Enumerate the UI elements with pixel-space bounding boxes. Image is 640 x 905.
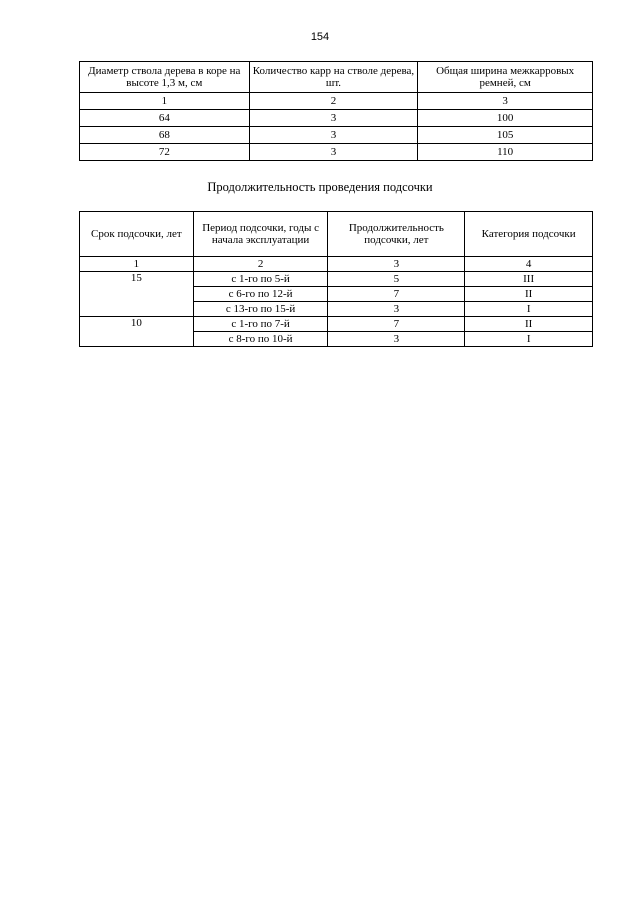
table-row: [80, 127, 593, 144]
header-cell: Диаметр ствола дерева в коре на высоте 1,3 м, см: [80, 62, 250, 93]
table-cell: с 13-го по 15-й: [193, 302, 328, 317]
header-cell: Продолжительность подсочки, лет: [328, 212, 465, 257]
header-cell: Количество карр на стволе дерева, шт.: [249, 62, 418, 93]
table-cell: 4: [465, 257, 593, 272]
table-cell: 3: [328, 302, 465, 317]
header-cell: Период подсочки, годы с начала эксплуатации: [193, 212, 328, 257]
section-heading: Продолжительность проведения подсочки: [207, 180, 433, 194]
header-cell: Общая ширина межкарровых ремней, см: [418, 62, 593, 93]
header-cell: Срок подсочки, лет: [80, 212, 194, 257]
table-cell: 1: [80, 257, 194, 272]
tapping-duration-table: [79, 211, 593, 347]
term-cell: 15: [80, 272, 194, 317]
table-cell: 110: [418, 144, 593, 161]
table-row: [80, 144, 593, 161]
header-cell: Категория подсочки: [465, 212, 593, 257]
term-cell: 10: [80, 317, 194, 347]
page-number: 154: [310, 31, 330, 43]
table-cell: с 1-го по 7-й: [193, 317, 328, 332]
table-cell: 105: [418, 127, 593, 144]
table-cell: 2: [249, 93, 418, 110]
table-cell: 68: [80, 127, 250, 144]
table-row: [80, 93, 593, 110]
table-cell: II: [465, 317, 593, 332]
table-header-row: [80, 212, 593, 257]
table-cell: 3: [418, 93, 593, 110]
table-cell: 100: [418, 110, 593, 127]
table-cell: 2: [193, 257, 328, 272]
table-row: [80, 272, 593, 287]
tapping-table-diameter: [79, 61, 593, 161]
table-cell: 72: [80, 144, 250, 161]
table-row: [80, 317, 593, 332]
table-cell: с 1-го по 5-й: [193, 272, 328, 287]
column-numbering-row: [80, 257, 593, 272]
table-cell: 3: [249, 127, 418, 144]
table-row: [80, 110, 593, 127]
table-cell: II: [465, 287, 593, 302]
table-cell: с 8-го по 10-й: [193, 332, 328, 347]
table-cell: 7: [328, 287, 465, 302]
table-cell: 7: [328, 317, 465, 332]
table-header-row: [80, 62, 593, 93]
table-cell: 3: [249, 144, 418, 161]
table-cell: 64: [80, 110, 250, 127]
table-cell: 3: [328, 257, 465, 272]
table-cell: III: [465, 272, 593, 287]
table-cell: I: [465, 302, 593, 317]
table-cell: с 6-го по 12-й: [193, 287, 328, 302]
table-cell: 3: [328, 332, 465, 347]
table-cell: 1: [80, 93, 250, 110]
table-cell: I: [465, 332, 593, 347]
table-cell: 3: [249, 110, 418, 127]
table-cell: 5: [328, 272, 465, 287]
